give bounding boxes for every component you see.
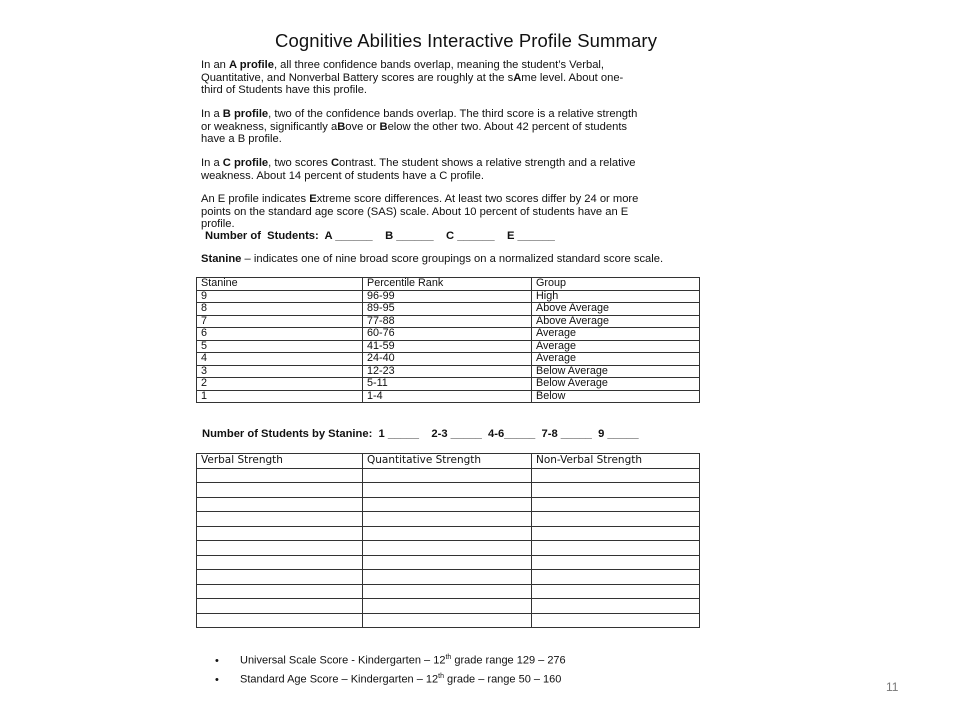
table-cell: Above Average [532,303,700,316]
table-row [197,570,700,585]
table-row [197,315,700,328]
table-cell [532,599,700,614]
profile-c-paragraph: In a C profile, two scores Contrast. The student shows a relative strength and a relative weakness. About 14 percent of students have a C profile. [201,157,636,182]
table-cell: 41-59 [363,340,532,353]
table-cell [363,468,532,483]
table-cell [532,613,700,628]
table-cell [197,570,363,585]
table-row [197,290,700,303]
table-cell: 7 [197,315,363,328]
table-cell: 77-88 [363,315,532,328]
table-cell: Percentile Rank [363,278,532,291]
stanine-term: Stanine [201,253,242,265]
table-cell [532,541,700,556]
table-row [197,468,700,483]
table-cell [197,584,363,599]
table-cell: 1-4 [363,390,532,403]
table-cell [363,570,532,585]
slide-number: 11 [886,680,899,694]
table-row [197,365,700,378]
table-row [197,340,700,353]
table-row [197,512,700,527]
table-cell [532,512,700,527]
table-row [197,599,700,614]
table-row [197,353,700,366]
students-by-stanine-line: Number of Students by Stanine: 1 _____ 2-3 _____ 4-6_____ 7-8 _____ 9 _____ [202,428,639,440]
table-header-row [197,278,700,291]
table-cell: 12-23 [363,365,532,378]
table-cell: 5 [197,340,363,353]
table-cell [197,483,363,498]
table-cell: Average [532,353,700,366]
table-cell: 9 [197,290,363,303]
stanine-description: – indicates one of nine broad score groupings on a normalized standard score scale. [241,253,664,265]
table-cell [363,584,532,599]
profile-a-paragraph: In an A profile, all three confidence bands overlap, meaning the student’s Verbal, Quantitative, and Nonverbal Battery scores are roughly at the sAme level. About one-third of Students have this profile. [201,59,624,97]
table-row [197,526,700,541]
table-cell: Quantitative Strength [363,454,532,469]
table-cell [532,555,700,570]
table-cell: 8 [197,303,363,316]
table-cell: Average [532,328,700,341]
strength-table [196,453,700,628]
stanine-definition [201,253,663,265]
table-cell [532,483,700,498]
table-cell: 1 [197,390,363,403]
table-cell: Group [532,278,700,291]
table-row [197,303,700,316]
table-cell: Non-Verbal Strength [532,454,700,469]
table-cell: Below [532,390,700,403]
table-cell: High [532,290,700,303]
table-cell [363,599,532,614]
table-cell: 60-76 [363,328,532,341]
table-row [197,541,700,556]
table-cell: 6 [197,328,363,341]
table-row [197,483,700,498]
table-cell: Stanine [197,278,363,291]
table-cell [363,526,532,541]
bullet-marker: • [215,674,219,686]
table-cell: Average [532,340,700,353]
table-cell [363,541,532,556]
table-cell [197,468,363,483]
table-row [197,613,700,628]
table-cell: 24-40 [363,353,532,366]
bullet-marker: • [215,655,219,667]
table-cell [363,555,532,570]
page-title: Cognitive Abilities Interactive Profile Summary [275,30,658,51]
table-row [197,390,700,403]
table-row [197,378,700,391]
table-cell: Above Average [532,315,700,328]
table-cell: Below Average [532,378,700,391]
profile-e-paragraph: An E profile indicates Extreme score differences. At least two scores differ by 24 or more points on the standard age score (SAS) scale. About 10 percent of students have an E profile. [201,193,639,231]
table-row [197,555,700,570]
table-cell [532,497,700,512]
table-cell [532,468,700,483]
table-cell [197,541,363,556]
table-cell [363,497,532,512]
table-cell [197,497,363,512]
stanine-table [196,277,700,403]
table-cell [532,570,700,585]
table-cell [363,613,532,628]
bullet-text: Standard Age Score – Kindergarten – 12th grade – range 50 – 160 [240,673,562,686]
table-cell [197,613,363,628]
table-cell [197,512,363,527]
table-header-row [197,454,700,469]
table-cell [197,526,363,541]
table-cell: 2 [197,378,363,391]
table-cell: 5-11 [363,378,532,391]
profile-count-line: Number of Students: A ______ B ______ C ______ E ______ [205,230,555,242]
table-cell [532,584,700,599]
profile-b-paragraph: In a B profile, two of the confidence bands overlap. The third score is a relative strength or weakness, significantly aBove or Below the other two. About 42 percent of students have a B profile. [201,108,638,146]
table-cell [197,599,363,614]
table-row [197,497,700,512]
table-cell [363,512,532,527]
bullet-text: Universal Scale Score - Kindergarten – 12th grade range 129 – 276 [240,654,566,667]
table-cell: 4 [197,353,363,366]
table-cell: 89-95 [363,303,532,316]
table-cell [532,526,700,541]
table-cell: 3 [197,365,363,378]
table-cell: Below Average [532,365,700,378]
table-cell [197,555,363,570]
table-row [197,584,700,599]
table-cell [363,483,532,498]
table-cell: 96-99 [363,290,532,303]
table-cell: Verbal Strength [197,454,363,469]
table-row [197,328,700,341]
